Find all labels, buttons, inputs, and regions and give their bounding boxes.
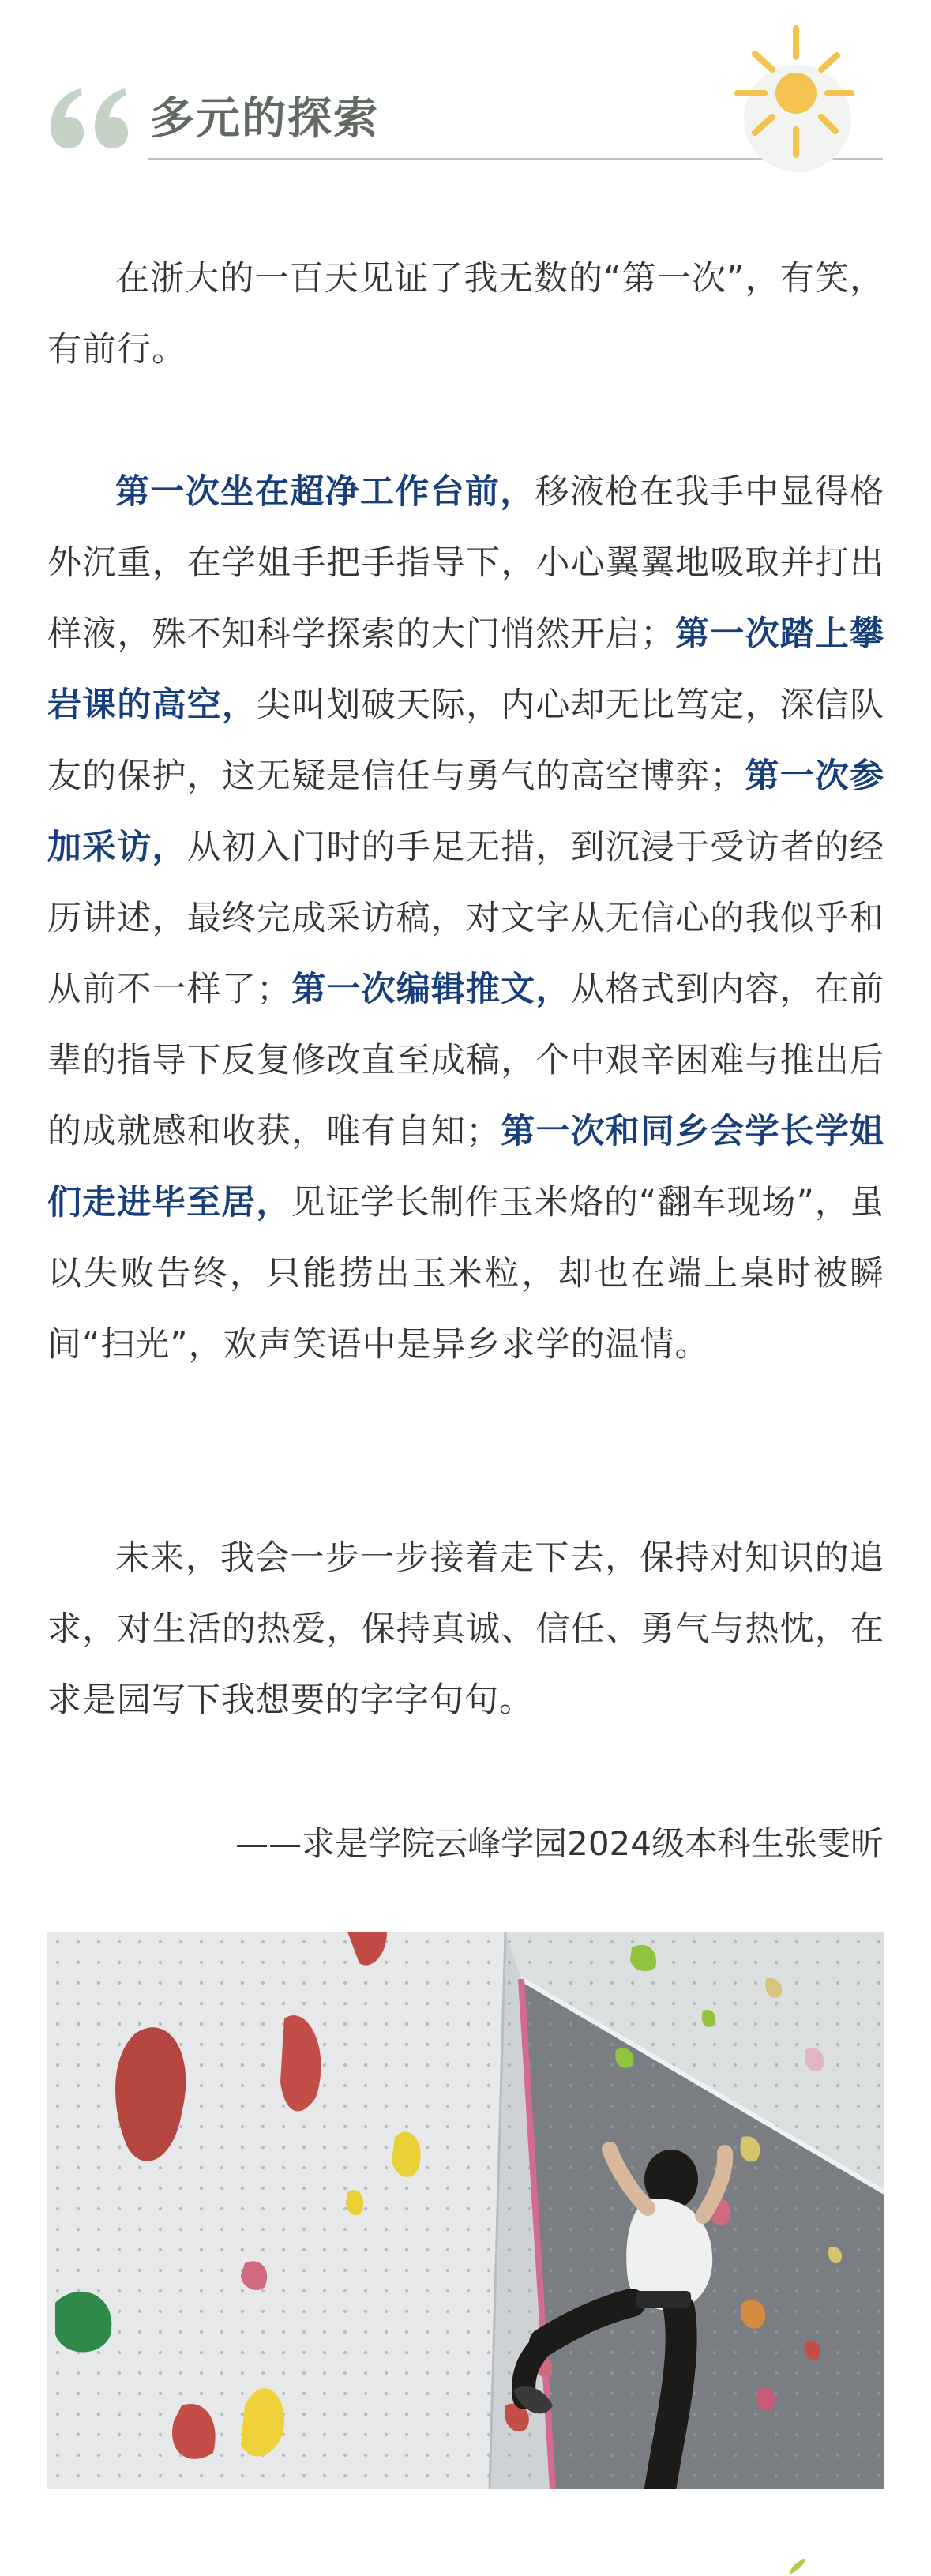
section-title: 多元的探索 <box>150 93 379 145</box>
body-text: 从初入门时的手足无措，到沉浸于受访者的经历讲述，最终完成采访稿，对文字从无信心的我似乎和从前不一样了； <box>47 828 885 1009</box>
climbing-wall-illustration <box>47 1932 884 2489</box>
section-header <box>0 0 931 182</box>
highlight-phrase: 第一次和同乡会学长学姐们走进毕至居， <box>47 1112 885 1222</box>
body-text: 移液枪在我手中显得格外沉重，在学姐手把手指导下，小心翼翼地吸取并打出样液，殊不知科学探索的大门悄然开启； <box>47 472 885 654</box>
leaf-icon <box>786 2557 809 2576</box>
intro-paragraph: 在浙大的一百天见证了我无数的“第一次”，有笑，有前行。 <box>47 259 884 370</box>
highlight-phrase: 第一次编辑推文， <box>291 970 571 1009</box>
body-text: 尖叫划破天际，内心却无比笃定，深信队友的保护，这无疑是信任与勇气的高空博弈； <box>47 685 885 796</box>
firsts-paragraph <box>47 456 884 1380</box>
body-text: 从格式到内容，在前辈的指导下反复修改直至成稿，个中艰辛困难与推出后的成就感和收获，唯有自知； <box>47 970 885 1151</box>
highlight-phrase: 第一次参加采访， <box>47 757 885 867</box>
sun-icon <box>733 16 859 174</box>
closing-paragraph: 未来，我会一步一步接着走下去，保持对知识的追求，对生活的热爱，保持真诚、信任、勇气与热忱，在求是园写下我想要的字字句句。 <box>47 1538 884 1720</box>
highlight-phrase: 第一次踏上攀岩课的高空， <box>47 614 885 725</box>
body-text: 见证学长制作玉米烙的“翻车现场”，虽以失败告终，只能捞出玉米粒，却也在端上桌时被瞬间“扫光”，欢声笑语中是异乡求学的温情。 <box>47 1183 884 1365</box>
highlight-phrase: 第一次坐在超净工作台前， <box>115 472 535 512</box>
author-signature: ——求是学院云峰学园2024级本科生张雯昕 <box>235 1824 884 1863</box>
climbing-photo <box>47 1932 884 2489</box>
quote-mark-icon <box>46 85 133 152</box>
